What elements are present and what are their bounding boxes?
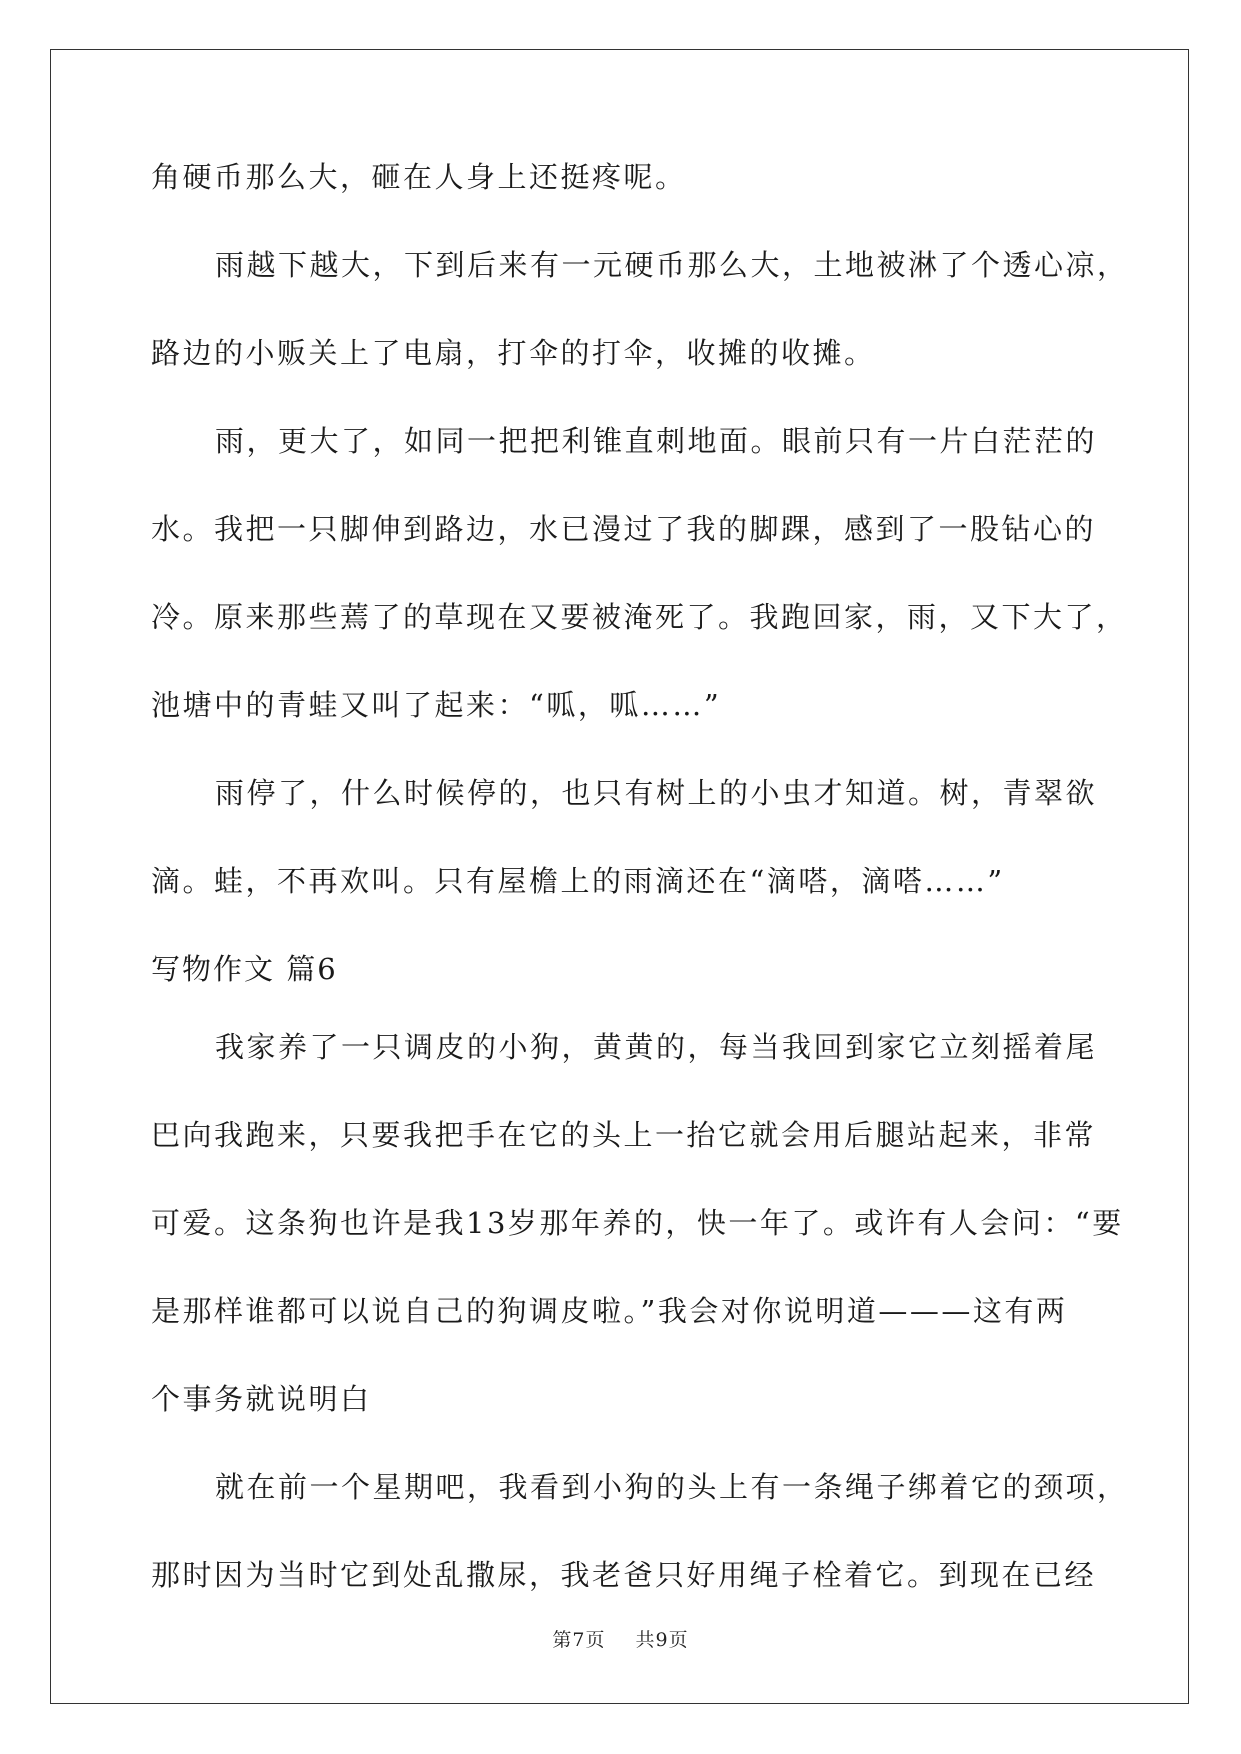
paragraph-line: 雨越下越大，下到后来有一元硬币那么大，土地被淋了个透心凉， [215,248,1129,282]
document-body [151,160,1129,1646]
page-number: 第7页 [552,1629,606,1651]
paragraph-line: 我家养了一只调皮的小狗，黄黄的，每当我回到家它立刻摇着尾 [215,1030,1098,1064]
text-line: 路边的小贩关上了电扇，打伞的打伞，收摊的收摊。 [151,336,876,370]
text-line: 是那样谁都可以说自己的狗调皮啦。”我会对你说明道———这有两 [151,1294,1068,1328]
total-pages: 共9页 [635,1629,689,1651]
paragraph-line: 雨停了，什么时候停的，也只有树上的小虫才知道。树，青翠欲 [215,776,1098,810]
paragraph-line: 雨，更大了，如同一把把利锥直刺地面。眼前只有一片白茫茫的 [215,424,1098,458]
text-line: 滴。蛙，不再欢叫。只有屋檐上的雨滴还在“滴嗒，滴嗒……” [151,864,1005,898]
text-line: 那时因为当时它到处乱撒尿，我老爸只好用绳子栓着它。到现在已经 [151,1558,1097,1592]
text-line: 角硬币那么大，砸在人身上还挺疼呢。 [151,160,687,194]
page-footer [0,1625,1241,1652]
text-line: 个事务就说明白 [151,1382,372,1416]
text-line: 可爱。这条狗也许是我13岁那年养的，快一年了。或许有人会问：“要 [151,1206,1124,1240]
text-line: 巴向我跑来，只要我把手在它的头上一抬它就会用后腿站起来，非常 [151,1118,1097,1152]
text-line: 水。我把一只脚伸到路边，水已漫过了我的脚踝，感到了一股钻心的 [151,512,1097,546]
text-line: 池塘中的青蛙又叫了起来：“呱，呱……” [151,688,722,722]
paragraph-line: 就在前一个星期吧，我看到小狗的头上有一条绳子绑着它的颈项， [215,1470,1129,1504]
text-line: 冷。原来那些蔫了的草现在又要被淹死了。我跑回家，雨，又下大了， [151,600,1128,634]
section-heading: 写物作文 篇6 [151,952,338,986]
